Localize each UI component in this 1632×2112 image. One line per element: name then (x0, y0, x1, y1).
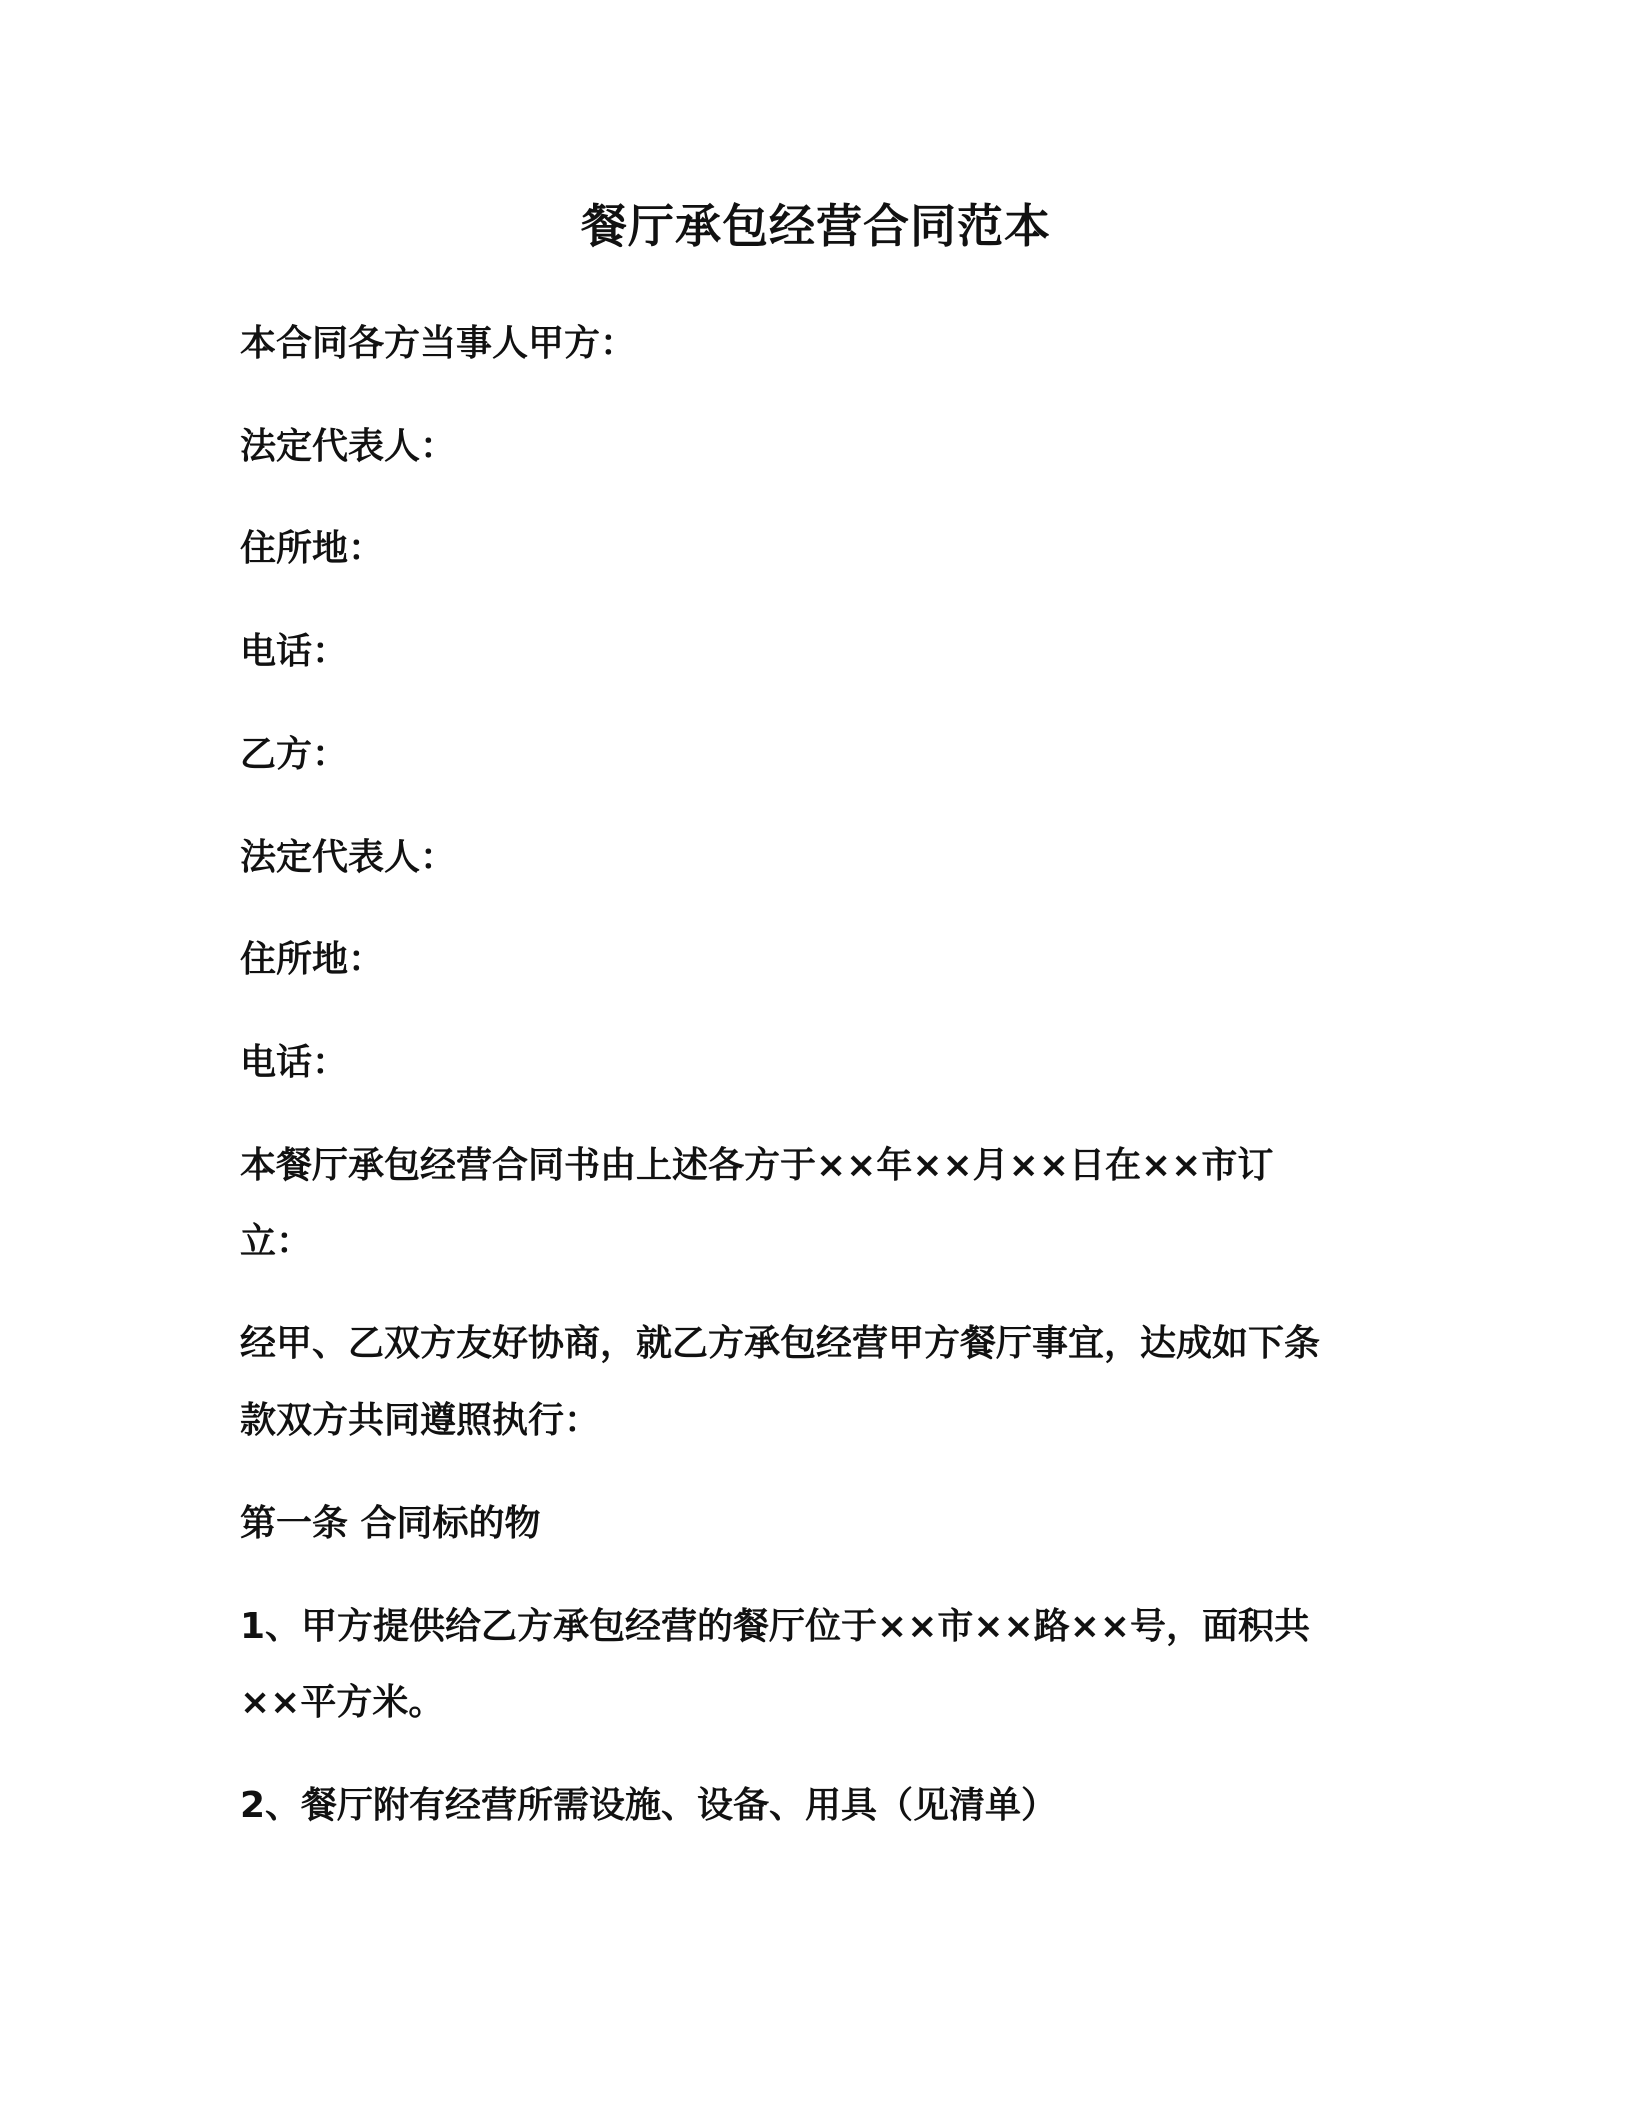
party-a-phone-line: 电话： (240, 631, 349, 672)
document-title: 餐厅承包经营合同范本 (581, 199, 1051, 253)
party-b-address-line: 住所地： (240, 939, 385, 980)
signing-paragraph-line-1: 本餐厅承包经营合同书由上述各方于××年××月××日在××市订 (240, 1145, 1274, 1186)
party-a-line: 本合同各方当事人甲方： (240, 323, 637, 364)
agreement-paragraph-line-1: 经甲、乙双方友好协商，就乙方承包经营甲方餐厅事宜，达成如下条 (240, 1323, 1321, 1364)
party-b-line: 乙方： (240, 734, 349, 775)
clause-1-line-1: 1、甲方提供给乙方承包经营的餐厅位于××市××路××号，面积共 (240, 1606, 1311, 1647)
party-a-legal-rep-line: 法定代表人： (240, 426, 457, 467)
party-b-phone-line: 电话： (240, 1042, 349, 1083)
article-one-heading: 第一条 合同标的物 (240, 1503, 541, 1544)
clause-1-line-2: ××平方米。 (240, 1682, 445, 1723)
agreement-paragraph-line-2: 款双方共同遵照执行： (240, 1400, 601, 1441)
clause-2-line: 2、餐厅附有经营所需设施、设备、用具（见清单） (240, 1785, 1058, 1826)
party-b-legal-rep-line: 法定代表人： (240, 837, 457, 878)
signing-paragraph-line-2: 立： (240, 1221, 313, 1262)
party-a-address-line: 住所地： (240, 528, 385, 569)
